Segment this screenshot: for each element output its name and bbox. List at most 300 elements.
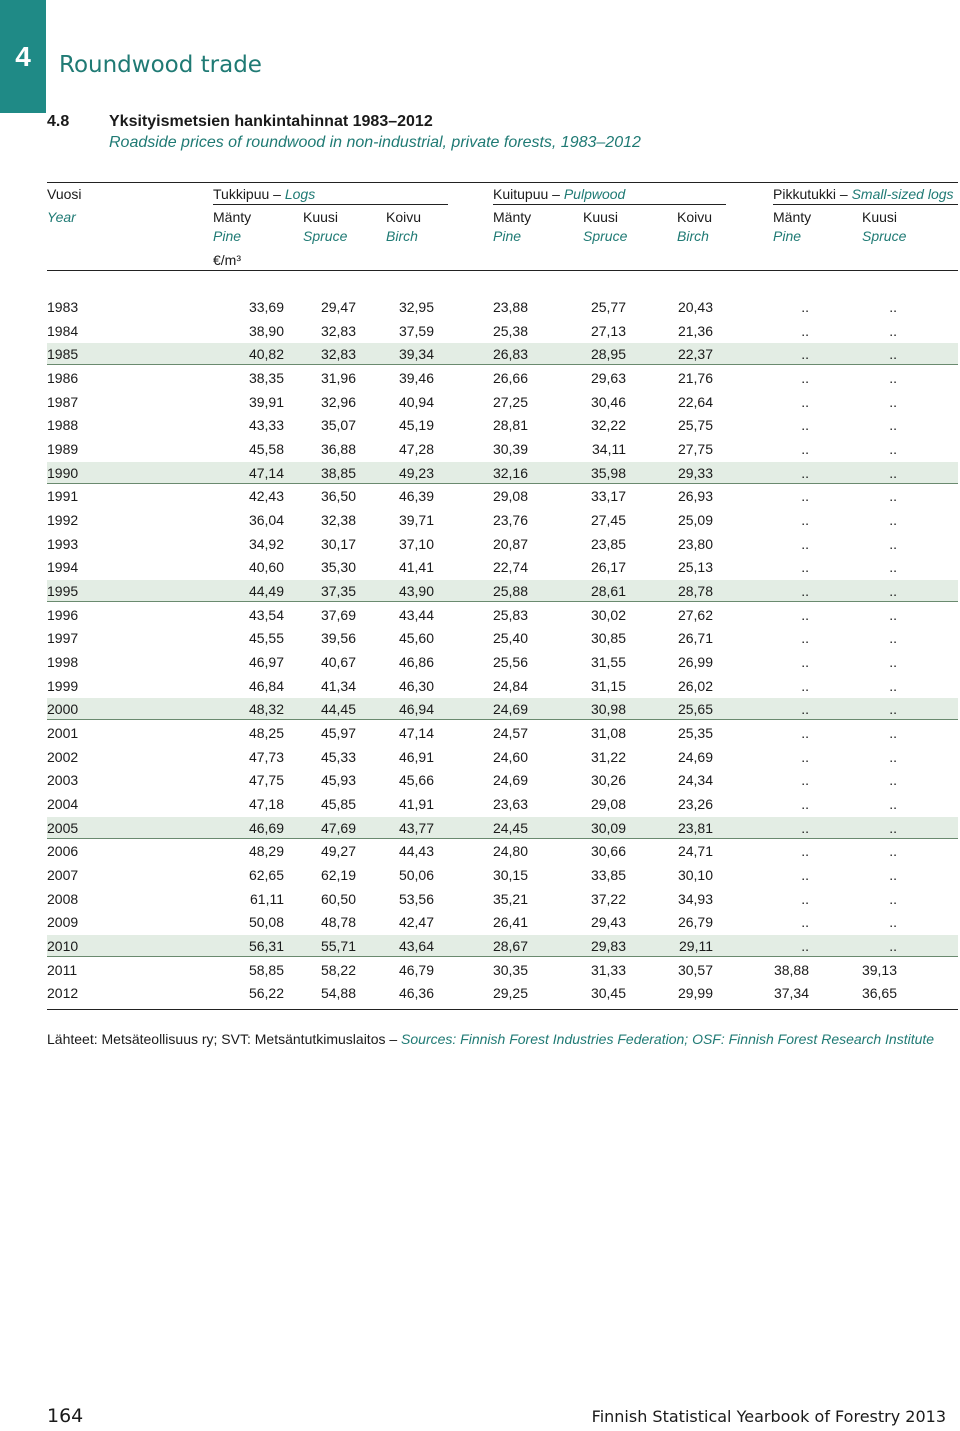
price-cell: 41,91 — [398, 796, 434, 813]
price-cell: 46,30 — [398, 677, 434, 694]
species-header-fi: Koivu — [386, 209, 422, 225]
table-row — [47, 604, 958, 626]
price-cell: 35,98 — [590, 464, 626, 481]
price-cell: 34,93 — [677, 890, 713, 907]
table-row — [47, 627, 958, 649]
price-cell: 25,88 — [492, 583, 528, 599]
price-cell: 24,69 — [677, 748, 713, 765]
table-number: 4.8 — [47, 113, 70, 130]
price-cell: .. — [889, 819, 897, 836]
year-cell: 1988 — [47, 417, 79, 434]
price-cell: 30,85 — [590, 630, 626, 647]
price-cell: 24,57 — [492, 725, 528, 742]
price-cell: 45,33 — [320, 748, 356, 765]
price-cell: 24,84 — [492, 677, 528, 694]
price-cell: .. — [889, 772, 897, 789]
group-pulpwood-fi: Kuitupuu – — [493, 186, 564, 202]
price-cell: 50,06 — [398, 867, 434, 884]
price-cell: .. — [889, 393, 897, 410]
table-row — [47, 935, 958, 957]
price-cell: .. — [889, 867, 897, 884]
price-cell: 25,83 — [492, 606, 528, 623]
table-row — [47, 746, 958, 768]
price-cell: 43,33 — [248, 417, 284, 434]
table-title: Yksityismetsien hankintahinnat 1983–2012 — [109, 113, 433, 130]
chapter-number: 4 — [15, 40, 31, 72]
group-logs-en: Logs — [284, 186, 316, 202]
price-cell: .. — [801, 938, 809, 955]
price-cell: .. — [801, 299, 809, 315]
price-cell: .. — [889, 843, 897, 860]
price-cell: 56,22 — [248, 985, 284, 1002]
price-cell: 47,14 — [398, 725, 434, 742]
table-row — [47, 982, 958, 1004]
price-cell: 40,67 — [320, 654, 356, 670]
price-cell: 29,63 — [590, 370, 626, 386]
table-row — [47, 485, 958, 507]
table-row — [47, 769, 958, 791]
price-cell: 50,08 — [248, 914, 284, 931]
price-cell: 46,69 — [248, 819, 284, 836]
price-cell: .. — [801, 630, 809, 647]
year-cell: 1991 — [47, 488, 79, 505]
price-cell: 32,83 — [320, 322, 356, 339]
year-cell: 1997 — [47, 630, 79, 647]
price-cell: 26,17 — [590, 559, 626, 576]
price-cell: 30,35 — [492, 961, 528, 978]
price-cell: 48,25 — [248, 725, 284, 742]
price-cell: 29,25 — [492, 985, 528, 1002]
price-cell: 23,80 — [677, 535, 713, 552]
price-cell: .. — [889, 796, 897, 813]
price-cell: 46,79 — [398, 961, 434, 978]
price-cell: .. — [889, 488, 897, 505]
price-cell: 26,93 — [677, 488, 713, 505]
price-cell: 44,43 — [398, 843, 434, 860]
page-number: 164 — [47, 1405, 84, 1427]
price-cell: .. — [801, 725, 809, 742]
price-cell: .. — [801, 748, 809, 765]
chapter-number-tab — [0, 0, 46, 113]
price-cell: 29,83 — [590, 938, 626, 955]
price-cell: .. — [801, 583, 809, 599]
year-cell: 1986 — [47, 370, 79, 386]
table-row — [47, 840, 958, 862]
table-row — [47, 462, 958, 484]
price-cell: 41,34 — [320, 677, 356, 694]
table-row — [47, 793, 958, 815]
table-row — [47, 675, 958, 697]
year-cell: 1990 — [47, 464, 79, 481]
price-cell: 47,28 — [398, 441, 434, 457]
price-cell: 46,84 — [248, 677, 284, 694]
price-cell: 24,69 — [492, 772, 528, 789]
price-cell: 21,76 — [677, 370, 713, 386]
price-cell: 55,71 — [320, 938, 356, 955]
price-cell: .. — [801, 393, 809, 410]
price-cell: .. — [801, 677, 809, 694]
year-cell: 1993 — [47, 535, 79, 552]
price-cell: 20,43 — [677, 299, 713, 315]
price-cell: .. — [801, 322, 809, 339]
table-row — [47, 959, 958, 981]
price-cell: 21,36 — [677, 322, 713, 339]
species-header-en: Pine — [773, 228, 802, 244]
price-cell: 29,33 — [677, 464, 713, 481]
year-cell: 2003 — [47, 772, 79, 789]
price-cell: 25,56 — [492, 654, 528, 670]
price-cell: 22,74 — [492, 559, 528, 576]
price-cell: 28,61 — [590, 583, 626, 599]
price-cell: 46,91 — [398, 748, 434, 765]
species-header-en: Spruce — [303, 228, 348, 244]
price-cell: 23,26 — [677, 796, 713, 813]
price-cell: 29,43 — [590, 914, 626, 931]
group-rule-logs — [213, 204, 448, 205]
price-cell: 41,41 — [398, 559, 434, 576]
price-cell: .. — [889, 890, 897, 907]
price-cell: 23,88 — [492, 299, 528, 315]
price-cell: 26,83 — [492, 346, 528, 363]
price-cell: 39,34 — [398, 346, 434, 363]
price-cell: .. — [801, 796, 809, 813]
price-cell: 48,78 — [320, 914, 356, 931]
price-cell: 35,07 — [320, 417, 356, 434]
price-cell: 37,34 — [773, 985, 809, 1002]
price-cell: 33,69 — [248, 299, 284, 315]
price-cell: 45,58 — [248, 441, 284, 457]
price-cell: .. — [801, 701, 809, 718]
price-cell: 43,77 — [398, 819, 434, 836]
price-cell: 32,96 — [320, 393, 356, 410]
price-cell: 23,81 — [677, 819, 713, 836]
price-cell: 37,10 — [398, 535, 434, 552]
year-cell: 2010 — [47, 938, 79, 955]
price-cell: 35,30 — [320, 559, 356, 576]
year-cell: 2005 — [47, 819, 79, 836]
table-row — [47, 533, 958, 555]
price-cell: 54,88 — [320, 985, 356, 1002]
price-cell: 45,85 — [320, 796, 356, 813]
price-cell: 30,66 — [590, 843, 626, 860]
price-cell: 45,97 — [320, 725, 356, 742]
table-row — [47, 296, 958, 318]
price-cell: 43,54 — [248, 606, 284, 623]
year-cell: 2000 — [47, 701, 79, 718]
table-bottom-rule — [47, 1009, 958, 1010]
table-row — [47, 414, 958, 436]
price-cell: 37,69 — [320, 606, 356, 623]
group-logs-fi: Tukkipuu – — [213, 186, 285, 202]
price-cell: 48,29 — [248, 843, 284, 860]
price-cell: .. — [889, 535, 897, 552]
species-header-en: Spruce — [862, 228, 907, 244]
price-cell: 39,46 — [398, 370, 434, 386]
header-year-en: Year — [47, 209, 76, 225]
table-row — [47, 367, 958, 389]
group-pulpwood-en: Pulpwood — [563, 186, 626, 202]
price-cell: 39,56 — [320, 630, 356, 647]
price-cell: 35,21 — [492, 890, 528, 907]
group-header-pulpwood — [493, 185, 625, 203]
price-cell: 37,35 — [320, 583, 356, 599]
price-cell: 24,80 — [492, 843, 528, 860]
price-cell: 46,36 — [398, 985, 434, 1002]
year-cell: 2012 — [47, 985, 79, 1002]
price-cell: .. — [889, 630, 897, 647]
price-cell: 49,23 — [398, 464, 434, 481]
price-cell: 25,09 — [677, 512, 713, 528]
price-cell: .. — [801, 464, 809, 481]
price-cell: .. — [801, 441, 809, 457]
species-header-fi: Kuusi — [862, 209, 898, 225]
year-cell: 1992 — [47, 512, 79, 528]
year-cell: 1989 — [47, 441, 79, 457]
year-cell: 2011 — [47, 961, 78, 978]
price-cell: 43,64 — [398, 938, 434, 955]
header-top-rule — [47, 182, 958, 183]
price-cell: 23,85 — [590, 535, 626, 552]
price-cell: 27,25 — [492, 393, 528, 410]
price-cell: 40,60 — [248, 559, 284, 576]
price-cell: .. — [801, 772, 809, 789]
price-cell: 26,79 — [677, 914, 713, 931]
price-cell: .. — [889, 748, 897, 765]
table-row — [47, 556, 958, 578]
price-cell: 38,88 — [773, 961, 809, 978]
price-cell: 45,60 — [398, 630, 434, 647]
year-cell: 1999 — [47, 677, 79, 694]
price-cell: .. — [889, 725, 897, 742]
price-cell: 43,90 — [398, 583, 434, 599]
price-cell: 30,46 — [590, 393, 626, 410]
price-cell: .. — [801, 606, 809, 623]
year-cell: 2001 — [47, 725, 79, 742]
header-bottom-rule — [47, 270, 958, 271]
price-cell: 36,50 — [320, 488, 356, 505]
year-cell: 1985 — [47, 346, 79, 363]
price-cell: .. — [889, 583, 897, 599]
price-cell: .. — [889, 559, 897, 576]
price-cell: 61,11 — [250, 890, 284, 907]
price-cell: 34,11 — [592, 441, 626, 457]
price-cell: 27,75 — [677, 441, 713, 457]
table-row — [47, 580, 958, 602]
price-cell: 46,94 — [398, 701, 434, 718]
year-cell: 1998 — [47, 654, 79, 670]
table-row — [47, 438, 958, 460]
group-rule-pulpwood — [493, 204, 726, 205]
table-row — [47, 888, 958, 910]
price-cell: 33,17 — [590, 488, 626, 505]
price-cell: 58,22 — [320, 961, 356, 978]
price-cell: 47,75 — [248, 772, 284, 789]
year-cell: 1996 — [47, 606, 79, 623]
price-cell: 27,13 — [590, 322, 626, 339]
price-cell: 62,19 — [320, 867, 356, 884]
price-cell: .. — [889, 464, 897, 481]
price-cell: 43,44 — [398, 606, 434, 623]
species-header-fi: Koivu — [677, 209, 713, 225]
group-header-small-logs — [773, 185, 954, 203]
price-cell: 30,17 — [320, 535, 356, 552]
price-cell: 58,85 — [248, 961, 284, 978]
price-cell: 28,67 — [492, 938, 528, 955]
price-cell: .. — [889, 441, 897, 457]
price-cell: 31,08 — [590, 725, 626, 742]
price-cell: 30,26 — [590, 772, 626, 789]
price-cell: 46,86 — [398, 654, 434, 670]
price-cell: 27,62 — [677, 606, 713, 623]
price-cell: .. — [801, 488, 809, 505]
table-row — [47, 722, 958, 744]
price-cell: .. — [801, 654, 809, 670]
price-cell: 56,31 — [248, 938, 284, 955]
chapter-title: Roundwood trade — [59, 52, 262, 78]
price-cell: .. — [801, 512, 809, 528]
price-cell: 26,41 — [492, 914, 528, 931]
price-cell: 25,40 — [492, 630, 528, 647]
price-cell: 32,16 — [492, 464, 528, 481]
price-cell: 47,69 — [320, 819, 356, 836]
price-cell: .. — [889, 938, 897, 955]
price-cell: .. — [889, 512, 897, 528]
price-cell: 31,33 — [590, 961, 626, 978]
price-cell: .. — [801, 843, 809, 860]
species-header-en: Pine — [213, 228, 242, 244]
price-cell: 40,94 — [398, 393, 434, 410]
species-header-en: Birch — [386, 228, 418, 244]
price-cell: 28,81 — [492, 417, 528, 434]
price-cell: .. — [801, 346, 809, 363]
price-cell: .. — [801, 535, 809, 552]
price-cell: .. — [801, 914, 809, 931]
sources-en: Sources: Finnish Forest Industries Federation; OSF: Finnish Forest Research Institute — [401, 1031, 935, 1047]
price-cell: 47,18 — [248, 796, 284, 813]
price-cell: 36,04 — [248, 512, 284, 528]
price-cell: .. — [801, 819, 809, 836]
price-cell: 39,13 — [861, 961, 897, 978]
price-cell: 30,10 — [677, 867, 713, 884]
species-header-fi: Kuusi — [303, 209, 339, 225]
sources-note — [47, 1031, 934, 1047]
group-small-logs-en: Small-sized logs — [851, 186, 954, 202]
price-cell: 37,59 — [398, 322, 434, 339]
price-cell: 26,71 — [677, 630, 713, 647]
price-cell: .. — [889, 677, 897, 694]
price-cell: 44,45 — [320, 701, 356, 718]
price-cell: 44,49 — [248, 583, 284, 599]
price-cell: 39,71 — [398, 512, 434, 528]
price-cell: 30,39 — [492, 441, 528, 457]
price-cell: 29,08 — [492, 488, 528, 505]
species-header-fi: Mänty — [773, 209, 812, 225]
price-cell: 49,27 — [320, 843, 356, 860]
price-cell: 40,82 — [248, 346, 284, 363]
price-cell: .. — [801, 890, 809, 907]
price-cell: 24,71 — [677, 843, 713, 860]
price-cell: .. — [889, 346, 897, 363]
price-cell: .. — [889, 322, 897, 339]
price-cell: 45,66 — [398, 772, 434, 789]
price-cell: 45,93 — [320, 772, 356, 789]
year-cell: 2002 — [47, 748, 79, 765]
group-rule-small-logs — [773, 204, 958, 205]
price-cell: 37,22 — [590, 890, 626, 907]
species-header-fi: Mänty — [213, 209, 252, 225]
price-cell: 26,02 — [677, 677, 713, 694]
price-cell: 32,95 — [398, 299, 434, 315]
species-header-en: Pine — [493, 228, 522, 244]
price-cell: 23,76 — [492, 512, 528, 528]
year-cell: 1987 — [47, 393, 79, 410]
book-title: Finnish Statistical Yearbook of Forestry 2013 — [591, 1407, 946, 1426]
price-cell: 30,98 — [590, 701, 626, 718]
table-row — [47, 391, 958, 413]
price-cell: 25,35 — [677, 725, 713, 742]
price-cell: .. — [889, 417, 897, 434]
group-header-logs — [213, 185, 315, 203]
price-cell: 34,92 — [248, 535, 284, 552]
price-cell: 60,50 — [320, 890, 356, 907]
price-cell: 30,57 — [677, 961, 713, 978]
species-header-en: Spruce — [583, 228, 628, 244]
price-cell: 46,97 — [248, 654, 284, 670]
table-row — [47, 864, 958, 886]
price-cell: 38,85 — [320, 464, 356, 481]
price-cell: .. — [889, 701, 897, 718]
price-cell: 31,22 — [590, 748, 626, 765]
year-cell: 1984 — [47, 322, 79, 339]
price-cell: 29,08 — [590, 796, 626, 813]
table-row — [47, 509, 958, 531]
price-cell: 20,87 — [492, 535, 528, 552]
table-row — [47, 698, 958, 720]
price-cell: 27,45 — [590, 512, 626, 528]
year-cell: 2006 — [47, 843, 79, 860]
year-cell: 2009 — [47, 914, 79, 931]
table-row — [47, 817, 958, 839]
header-year-fi: Vuosi — [47, 186, 82, 202]
price-cell: 30,09 — [590, 819, 626, 836]
price-cell: 25,38 — [492, 322, 528, 339]
price-cell: 23,63 — [492, 796, 528, 813]
price-cell: .. — [801, 867, 809, 884]
price-cell: 36,65 — [861, 985, 897, 1002]
price-cell: 31,15 — [590, 677, 626, 694]
price-cell: 29,99 — [677, 985, 713, 1002]
price-cell: 29,47 — [320, 299, 356, 315]
year-cell: 2007 — [47, 867, 79, 884]
price-cell: 48,32 — [248, 701, 284, 718]
price-cell: 47,14 — [248, 464, 284, 481]
price-cell: 25,75 — [677, 417, 713, 434]
price-cell: 47,73 — [248, 748, 284, 765]
table-row — [47, 651, 958, 673]
price-cell: .. — [801, 370, 809, 386]
price-cell: 32,38 — [320, 512, 356, 528]
price-cell: 26,99 — [677, 654, 713, 670]
year-cell: 1994 — [47, 559, 79, 576]
price-cell: 36,88 — [320, 441, 356, 457]
price-cell: 24,34 — [677, 772, 713, 789]
price-cell: .. — [801, 417, 809, 434]
price-cell: 25,13 — [677, 559, 713, 576]
price-cell: 38,90 — [248, 322, 284, 339]
price-cell: 30,02 — [590, 606, 626, 623]
year-cell: 1995 — [47, 583, 79, 599]
price-cell: 25,65 — [677, 701, 713, 718]
